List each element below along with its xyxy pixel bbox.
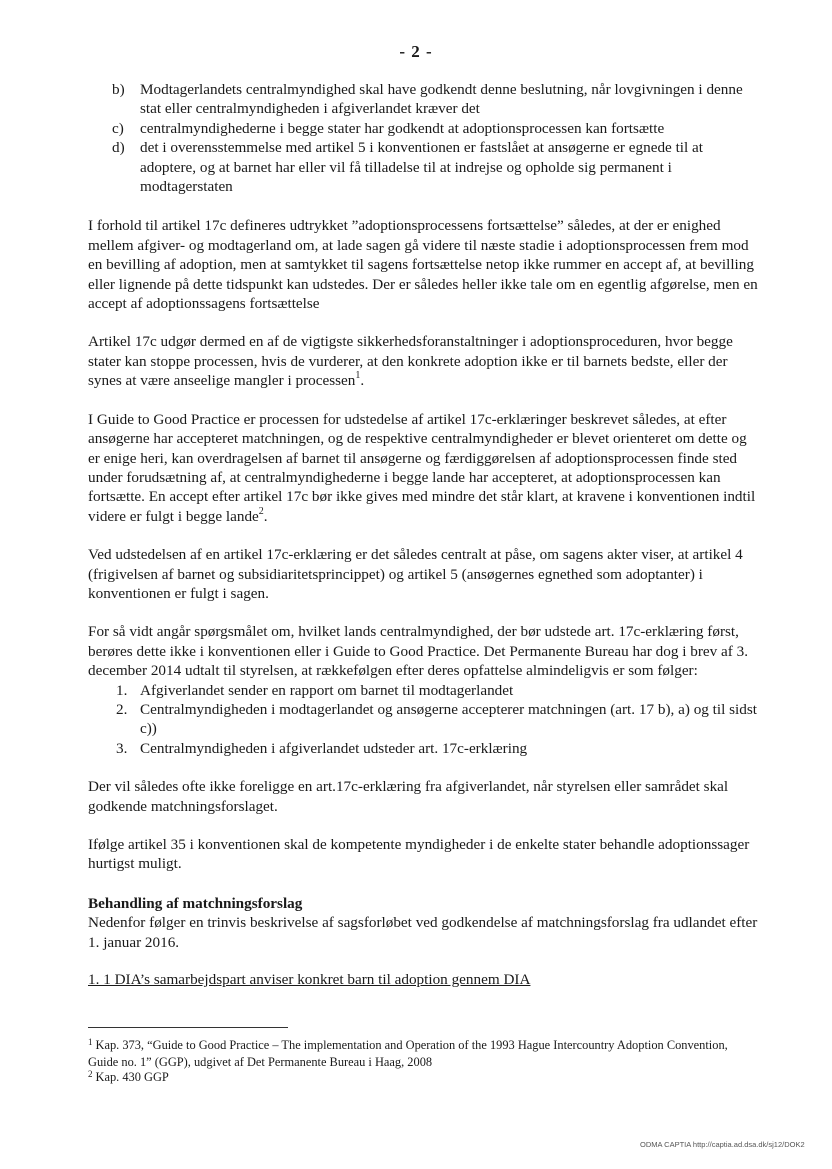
paragraph-text: Artikel 17c udgør dermed en af de vigtigste sikkerhedsforanstaltninger i adoptionsproceduren, hvor begge stater kan stoppe processen, hvis de vurderer, at den konkrete adoption ikke er til barnets bedste, eller der synes at være anseelige mangler i processen <box>88 333 733 390</box>
list-item <box>88 700 760 739</box>
footnote-divider <box>88 1027 288 1028</box>
footnotes <box>88 1038 760 1087</box>
paragraph-article-17c-definition: I forhold til artikel 17c defineres udtrykket ”adoptionsprocessens fortsættelse” således, at der er enighed mellem afgiver- og modtagerland om, at lade sagen gå videre til næste stadie i adoptionsprocessen frem mod en bevilling af adoption, men at samtykket til sagens fortsættelse netop ikke rummer en accept af, at bevilling eller lignende på dette tidspunkt kan udstedes. Der er således heller ikke tale om en egentlig afgørelse, men en accept af adoptionssagens fortsættelse <box>88 217 758 313</box>
page-number: - 2 - <box>399 42 433 61</box>
paragraph-matching-approval: Der vil således ofte ikke foreligge en art.17c-erklæring fra afgiverlandet, når styrelsen eller samrådet skal godkende matchningsforslaget. <box>88 778 729 815</box>
list-marker: c) <box>112 119 124 137</box>
list-marker: b) <box>112 81 125 98</box>
paragraph-order: For så vidt angår spørgsmålet om, hvilket lands centralmyndighed, der bør udstede art. 17c-erklæring først, berøres dette ikke i konventionen eller i Guide to Good Practice. Det Permanente Bureau har dog i brev af 3. december 2014 udtalt til styrelsen, at rækkefølgen efter deres opfattelse almindeligvis er som følger: <box>88 623 749 680</box>
paragraph-issuance: Ved udstedelsen af en artikel 17c-erklæring er det således centralt at påse, om sagens akter viser, at artikel 4 (frigivelsen af barnet og subsidiaritetsprincippet) og artikel 5 (ansøgernes egnethed som adoptanter) i konventionen er fulgt i sagen. <box>88 546 743 602</box>
section-intro: Nedenfor følger en trinvis beskrivelse af sagsforløbet ved godkendelse af matchningsforslag fra udlandet efter 1. januar 2016. <box>88 914 758 951</box>
footnote-text: Kap. 373, “Guide to Good Practice – The implementation and Operation of the 1993 Hague Intercountry Adoption Convention, Guide no. 1” (GGP), udgivet af Det Permanente Bureau i Haag, 2008 <box>88 1038 728 1069</box>
list-item-text: Centralmyndigheden i afgiverlandet udsteder art. 17c-erklæring <box>140 739 528 757</box>
list-item <box>88 681 760 700</box>
paragraph-article-35: Ifølge artikel 35 i konventionen skal de kompetente myndigheder i de enkelte stater behandle adoptionssager hurtigst muligt. <box>88 836 750 873</box>
paragraph-good-practice <box>88 410 760 526</box>
footnote-reference: 1 <box>355 370 361 382</box>
list-item <box>88 739 760 758</box>
paragraph-end: . <box>263 507 268 525</box>
document-stamp: ODMA CAPTIA http://captia.ad.dsa.dk/sj12/DOK2 <box>640 1140 805 1149</box>
footnote-reference: 2 <box>258 505 264 517</box>
footnote-number: 2 <box>88 1069 93 1079</box>
numbered-list <box>88 681 760 759</box>
list-marker: 2. <box>116 700 128 718</box>
footnote-number: 1 <box>88 1037 93 1047</box>
list-marker: 1. <box>116 681 128 699</box>
list-item-text: det i overensstemmelse med artikel 5 i konventionen er fastslået at ansøgerne er egnede til at adoptere, og at barnet har eller vil få tilladelse til at indrejse og opholde sig permanent i modtagerstaten <box>140 139 703 196</box>
section-heading: Behandling af matchningsforslag <box>88 894 303 912</box>
footnote <box>88 1070 760 1087</box>
list-marker: 3. <box>116 739 128 757</box>
list-item-text: Afgiverlandet sender en rapport om barnet til modtagerlandet <box>140 681 514 699</box>
list-item-text: Centralmyndigheden i modtagerlandet og ansøgerne accepterer matchningen (art. 17 b), a) og til sidst c)) <box>140 700 757 738</box>
document-body <box>88 80 760 989</box>
list-item-text: Modtagerlandets centralmyndighed skal have godkendt denne beslutning, når lovgivningen i denne stat eller centralmyndigheden i afgiverlandet kræver det <box>140 81 743 118</box>
footnote <box>88 1038 760 1070</box>
lettered-list <box>88 80 760 196</box>
list-item <box>88 119 760 138</box>
list-marker: d) <box>112 139 125 157</box>
list-item-text: centralmyndighederne i begge stater har godkendt at adoptionsprocessen kan fortsætte <box>140 119 665 137</box>
sub-heading: 1. 1 DIA’s samarbejdspart anviser konkret barn til adoption gennem DIA <box>88 971 531 989</box>
footnote-text: Kap. 430 GGP <box>95 1070 169 1084</box>
paragraph-end: . <box>360 372 365 390</box>
list-item <box>88 138 760 196</box>
paragraph-text: I Guide to Good Practice er processen for udstedelse af artikel 17c-erklæringer beskrevet således, at efter ansøgerne har accepteret matchningen, og de respektive centralmyndigheder er blevet orienteret om dette og er enige heri, kan overdragelsen af barnet til ansøgerne og færdiggørelsen af adoptionsprocessen finde sted under forudsætning af, at centralmyndighederne i begge lande har accepteret, at adoptionsprocessen kan fortsætte. En accept efter artikel 17c bør ikke gives med mindre det står klart, at kravene i konventionen indtil videre er fulgt i begge lande <box>88 410 756 525</box>
paragraph-safeguards <box>88 332 760 390</box>
list-item <box>88 80 760 119</box>
